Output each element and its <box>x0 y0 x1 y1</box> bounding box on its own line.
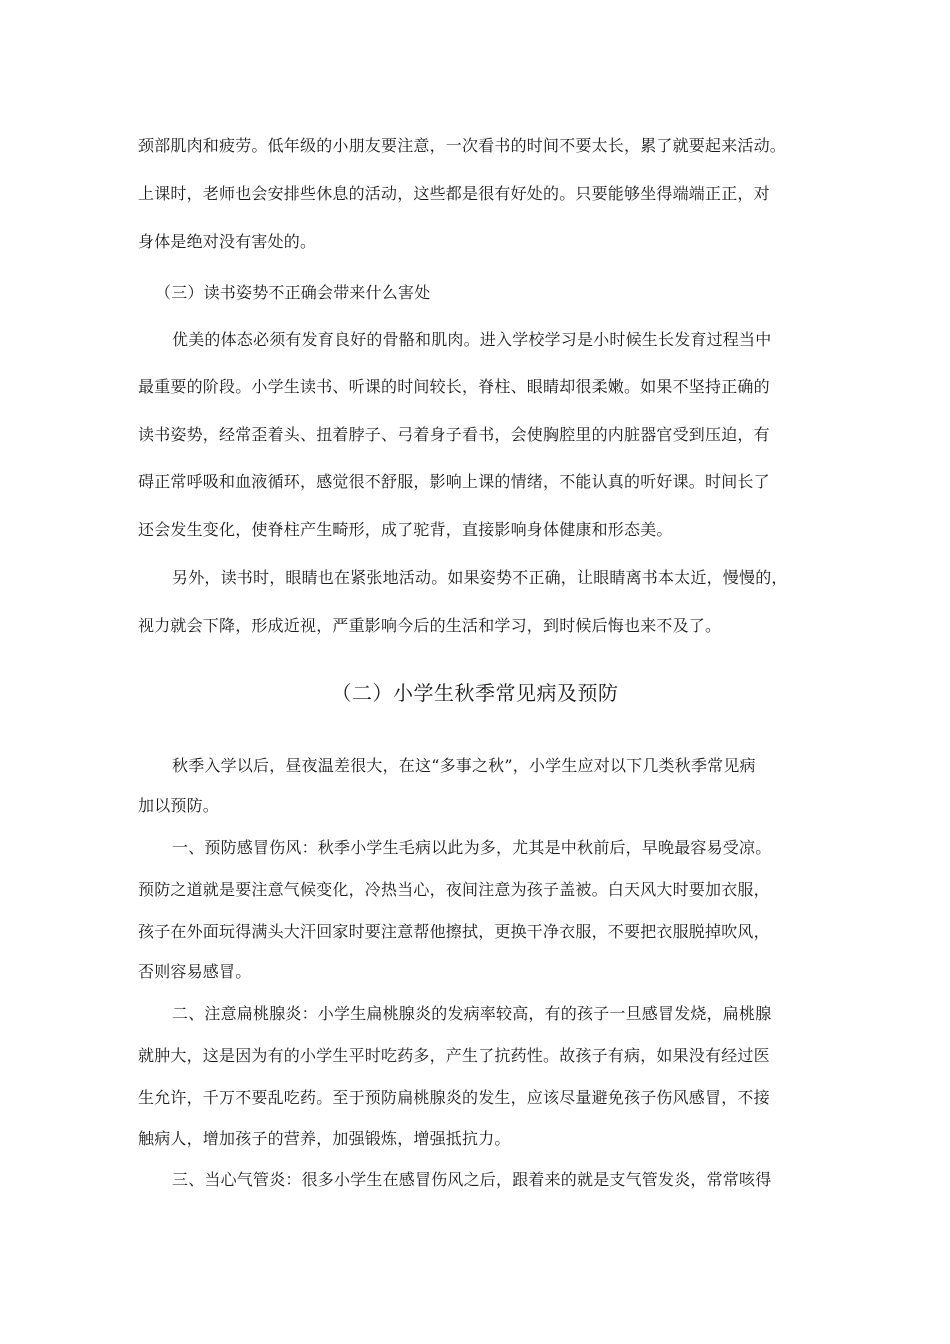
list-item-line: 就肿大，这是因为有的小学生平时吃药多，产生了抗药性。故孩子有病，如果没有经过医 <box>138 1046 770 1065</box>
list-item-line: 生允许，千万不要乱吃药。至于预防扁桃腺炎的发生，应该尽量避免孩子伤风感冒，不接 <box>138 1088 770 1107</box>
list-item-line: 触病人，增加孩子的营养，加强锻炼，增强抵抗力。 <box>138 1129 511 1148</box>
section-subtitle: （三）读书姿势不正确会带来什么害处 <box>155 283 431 302</box>
paragraph-line: 秋季入学以后，昼夜温差很大，在这“多事之秋”，小学生应对以下几类秋季常见病 <box>172 756 756 775</box>
paragraph-line: 读书姿势，经常歪着头、扭着脖子、弓着身子看书，会使胸腔里的内脏器官受到压迫，有 <box>138 425 770 444</box>
list-item-line: 预防之道就是要注意气候变化，冷热当心，夜间注意为孩子盖被。白天风大时要加衣服， <box>138 880 770 899</box>
list-item-line: 否则容易感冒。 <box>138 962 252 981</box>
paragraph-line: 还会发生变化，使脊柱产生畸形，成了驼背，直接影响身体健康和形态美。 <box>138 520 673 539</box>
paragraph-line: 视力就会下降，形成近视，严重影响今后的生活和学习，到时候后悔也来不及了。 <box>138 616 722 635</box>
paragraph-line: 颈部肌肉和疲劳。低年级的小朋友要注意，一次看书的时间不要太长，累了就要起来活动。 <box>138 136 787 155</box>
list-item-line: 孩子在外面玩得满头大汗回家时要注意帮他擦拭，更换干净衣服，不要把衣服脱掉吹风， <box>138 922 770 941</box>
paragraph-line: 碍正常呼吸和血液循环，感觉很不舒服，影响上课的情绪，不能认真的听好课。时间长了 <box>138 472 770 491</box>
section-heading: （二）小学生秋季常见病及预防 <box>331 681 619 705</box>
list-item-line: 三、当心气管炎：很多小学生在感冒伤风之后，跟着来的就是支气管发炎，常常咳得 <box>172 1170 772 1189</box>
list-item-line: 二、注意扁桃腺炎：小学生扁桃腺炎的发病率较高，有的孩子一旦感冒发烧，扁桃腺 <box>172 1004 772 1023</box>
paragraph-line: 最重要的阶段。小学生读书、听课的时间较长，脊柱、眼睛却很柔嫩。如果不坚持正确的 <box>138 377 770 396</box>
paragraph-line: 另外，读书时，眼睛也在紧张地活动。如果姿势不正确，让眼睛离书本太近，慢慢的， <box>172 568 788 587</box>
paragraph-line: 加以预防。 <box>138 796 220 815</box>
paragraph-line: 优美的体态必须有发育良好的骨骼和肌肉。进入学校学习是小时候生长发育过程当中 <box>172 330 772 349</box>
list-item-line: 一、预防感冒伤风：秋季小学生毛病以此为多，尤其是中秋前后，早晚最容易受凉。 <box>172 838 772 857</box>
paragraph-line: 上课时，老师也会安排些休息的活动，这些都是很有好处的。只要能够坐得端端正正，对 <box>138 184 770 203</box>
paragraph-line: 身体是绝对没有害处的。 <box>138 232 317 251</box>
